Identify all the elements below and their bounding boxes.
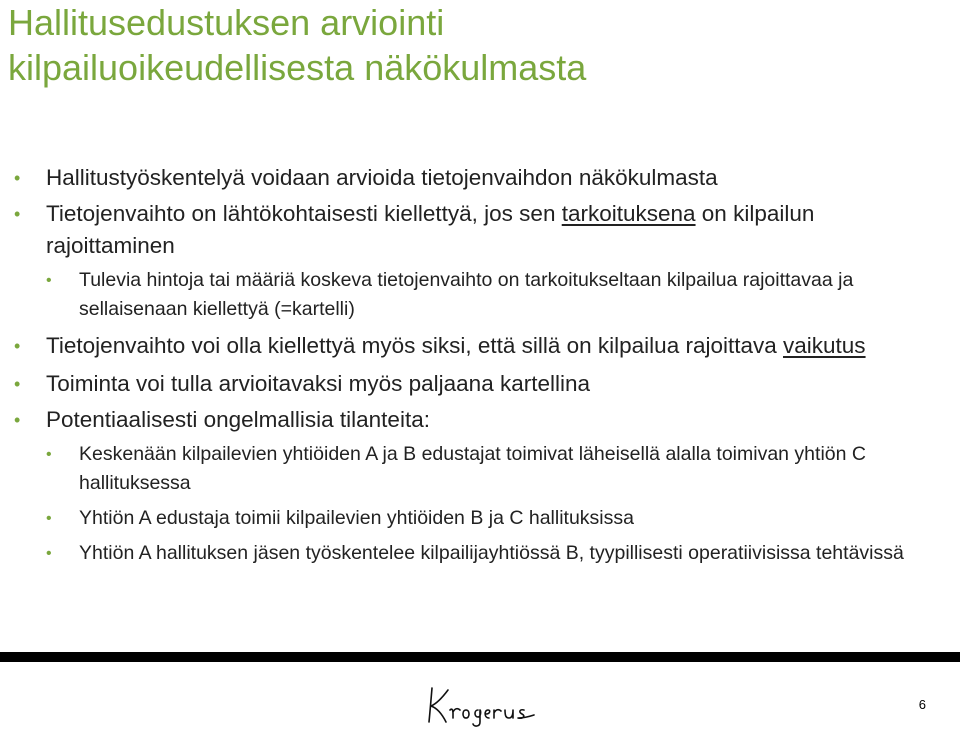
underlined-term: tarkoituksena bbox=[561, 201, 696, 226]
footer-divider bbox=[0, 652, 960, 662]
bullet-icon: • bbox=[14, 168, 21, 188]
sub-bullet-icon: • bbox=[46, 545, 52, 562]
bullet-icon: • bbox=[14, 336, 21, 356]
bullet-text: Toiminta voi tulla arvioitavaksi myös paljaana kartellina bbox=[46, 371, 590, 396]
sub-bullet-item bbox=[14, 504, 948, 533]
bullet-text-part: on kilpailun rajoittaminen bbox=[46, 201, 815, 258]
sub-bullet-text: Keskenään kilpailevien yhtiöiden A ja B edustajat toimivat läheisellä alalla toimivan yhtiön C hallituksessa bbox=[79, 443, 866, 494]
bullet-text: Hallitustyöskentelyä voidaan arvioida tietojenvaihdon näkökulmasta bbox=[46, 165, 718, 190]
sub-bullet-text: Tulevia hintoja tai määriä koskeva tietojenvaihto on tarkoitukseltaan kilpailua rajoittavaa ja sellaisenaan kiellettyä (=kartelli) bbox=[79, 269, 854, 320]
bullet-item bbox=[14, 330, 948, 362]
sub-bullet-item bbox=[14, 539, 948, 568]
bullet-text bbox=[46, 198, 948, 262]
sub-bullet-text: Yhtiön A edustaja toimii kilpailevien yhtiöiden B ja C hallituksissa bbox=[79, 507, 634, 529]
slide-title bbox=[8, 0, 948, 90]
slide-title-line-2: kilpailuoikeudellisesta näkökulmasta bbox=[8, 47, 587, 88]
bullet-icon: • bbox=[14, 204, 21, 224]
bullet-text bbox=[46, 330, 948, 362]
sub-bullet-text: Yhtiön A hallituksen jäsen työskentelee kilpailijayhtiössä B, tyypillisesti operatiivisissa tehtävissä bbox=[79, 542, 904, 564]
bullet-list bbox=[14, 162, 948, 568]
bullet-item bbox=[14, 162, 948, 194]
sub-bullet-icon: • bbox=[46, 510, 52, 527]
sub-bullet-icon: • bbox=[46, 272, 52, 289]
bullet-text-part: Tietojenvaihto voi olla kiellettyä myös siksi, että sillä on kilpailua rajoittava bbox=[46, 333, 784, 358]
sub-bullet-item bbox=[14, 266, 948, 324]
slide-content bbox=[14, 162, 948, 574]
page-number: 6 bbox=[918, 697, 926, 712]
bullet-item bbox=[14, 368, 948, 400]
bullet-item bbox=[14, 198, 948, 262]
bullet-text-part: Tietojenvaihto on lähtökohtaisesti kiellettyä, jos sen bbox=[46, 201, 562, 226]
bullet-icon: • bbox=[14, 410, 21, 430]
bullet-item bbox=[14, 404, 948, 436]
slide-title-line-1: Hallitusedustuksen arviointi bbox=[8, 2, 445, 43]
krogerus-logo bbox=[422, 680, 542, 730]
bullet-text: Potentiaalisesti ongelmallisia tilanteita: bbox=[46, 407, 430, 432]
sub-bullet-icon: • bbox=[46, 446, 52, 463]
underlined-term: vaikutus bbox=[783, 333, 866, 358]
sub-bullet-item bbox=[14, 440, 948, 498]
bullet-icon: • bbox=[14, 374, 21, 394]
